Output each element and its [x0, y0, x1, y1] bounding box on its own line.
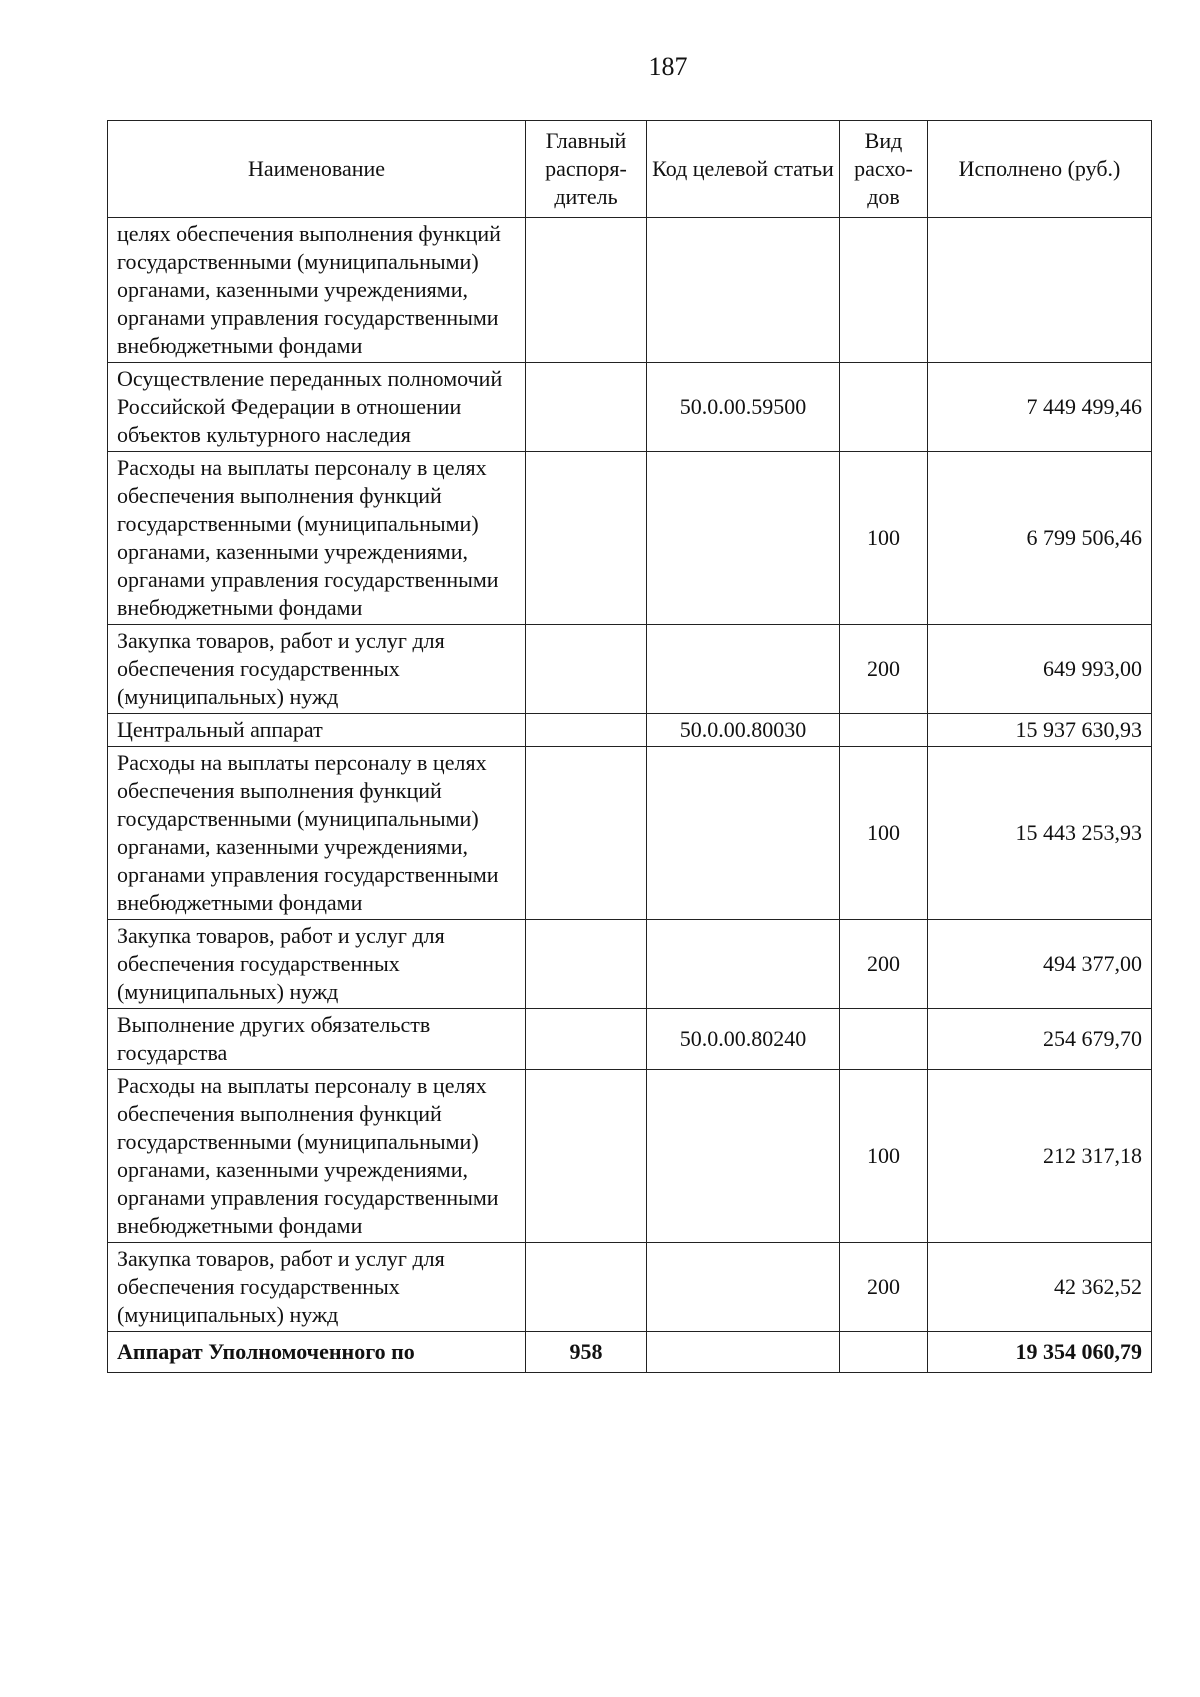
table-row: [108, 1243, 1152, 1332]
cell-name: Закупка товаров, работ и услуг для обеспечения государственных (муниципальных) нужд: [108, 625, 526, 714]
cell-amount: 19 354 060,79: [928, 1332, 1152, 1373]
cell-amount: 6 799 506,46: [928, 452, 1152, 625]
cell-manager: [526, 452, 647, 625]
cell-code: [647, 1332, 840, 1373]
cell-name: целях обеспечения выполнения функций государственными (муниципальными) органами, казенными учреждениями, органами управления государственными внебюджетными фондами: [108, 218, 526, 363]
cell-kind: 200: [840, 1243, 928, 1332]
cell-code: 50.0.00.80240: [647, 1009, 840, 1070]
cell-manager: [526, 1243, 647, 1332]
cell-kind: [840, 363, 928, 452]
header-code: Код целевой статьи: [647, 121, 840, 218]
table-row: [108, 452, 1152, 625]
cell-kind: 100: [840, 452, 928, 625]
cell-name: Расходы на выплаты персоналу в целях обеспечения выполнения функций государственными (муниципальными) органами, казенными учреждениями, органами управления государственными внебюджетными фондами: [108, 1070, 526, 1243]
cell-kind: [840, 218, 928, 363]
header-manager: Главный распоря-дитель: [526, 121, 647, 218]
cell-manager: [526, 363, 647, 452]
cell-code: 50.0.00.80030: [647, 714, 840, 747]
cell-code: [647, 920, 840, 1009]
cell-code: [647, 1243, 840, 1332]
cell-name: Центральный аппарат: [108, 714, 526, 747]
cell-manager: [526, 1070, 647, 1243]
cell-manager: 958: [526, 1332, 647, 1373]
cell-code: [647, 218, 840, 363]
header-amount: Исполнено (руб.): [928, 121, 1152, 218]
cell-manager: [526, 218, 647, 363]
cell-kind: 100: [840, 747, 928, 920]
cell-kind: [840, 1332, 928, 1373]
page-number: 187: [648, 52, 688, 81]
table-body: [108, 218, 1152, 1373]
cell-name: Осуществление переданных полномочий Российской Федерации в отношении объектов культурного наследия: [108, 363, 526, 452]
table-header: [108, 121, 1152, 218]
cell-amount: 254 679,70: [928, 1009, 1152, 1070]
cell-name: Расходы на выплаты персоналу в целях обеспечения выполнения функций государственными (муниципальными) органами, казенными учреждениями, органами управления государственными внебюджетными фондами: [108, 452, 526, 625]
table-row: [108, 920, 1152, 1009]
cell-amount: 649 993,00: [928, 625, 1152, 714]
budget-execution-table: [107, 120, 1152, 1373]
table-row: [108, 1009, 1152, 1070]
cell-manager: [526, 625, 647, 714]
header-name: Наименование: [108, 121, 526, 218]
table-row: [108, 747, 1152, 920]
cell-kind: [840, 714, 928, 747]
cell-name: Выполнение других обязательств государства: [108, 1009, 526, 1070]
cell-manager: [526, 747, 647, 920]
table-row-total: [108, 1332, 1152, 1373]
cell-code: [647, 1070, 840, 1243]
cell-kind: 200: [840, 920, 928, 1009]
cell-amount: [928, 218, 1152, 363]
cell-code: [647, 625, 840, 714]
cell-amount: 15 937 630,93: [928, 714, 1152, 747]
cell-amount: 494 377,00: [928, 920, 1152, 1009]
cell-manager: [526, 920, 647, 1009]
cell-manager: [526, 714, 647, 747]
table-row: [108, 363, 1152, 452]
table-row: [108, 1070, 1152, 1243]
cell-kind: 200: [840, 625, 928, 714]
cell-name: Закупка товаров, работ и услуг для обеспечения государственных (муниципальных) нужд: [108, 1243, 526, 1332]
cell-name: Аппарат Уполномоченного по: [108, 1332, 526, 1373]
cell-amount: 212 317,18: [928, 1070, 1152, 1243]
cell-amount: 42 362,52: [928, 1243, 1152, 1332]
cell-code: [647, 452, 840, 625]
cell-code: 50.0.00.59500: [647, 363, 840, 452]
cell-kind: 100: [840, 1070, 928, 1243]
table-row: [108, 714, 1152, 747]
cell-kind: [840, 1009, 928, 1070]
cell-amount: 15 443 253,93: [928, 747, 1152, 920]
cell-amount: 7 449 499,46: [928, 363, 1152, 452]
cell-name: Закупка товаров, работ и услуг для обеспечения государственных (муниципальных) нужд: [108, 920, 526, 1009]
cell-manager: [526, 1009, 647, 1070]
table-row: [108, 218, 1152, 363]
header-row: [108, 121, 1152, 218]
table-row: [108, 625, 1152, 714]
header-kind: Вид расхо-дов: [840, 121, 928, 218]
cell-name: Расходы на выплаты персоналу в целях обеспечения выполнения функций государственными (муниципальными) органами, казенными учреждениями, органами управления государственными внебюджетными фондами: [108, 747, 526, 920]
cell-code: [647, 747, 840, 920]
